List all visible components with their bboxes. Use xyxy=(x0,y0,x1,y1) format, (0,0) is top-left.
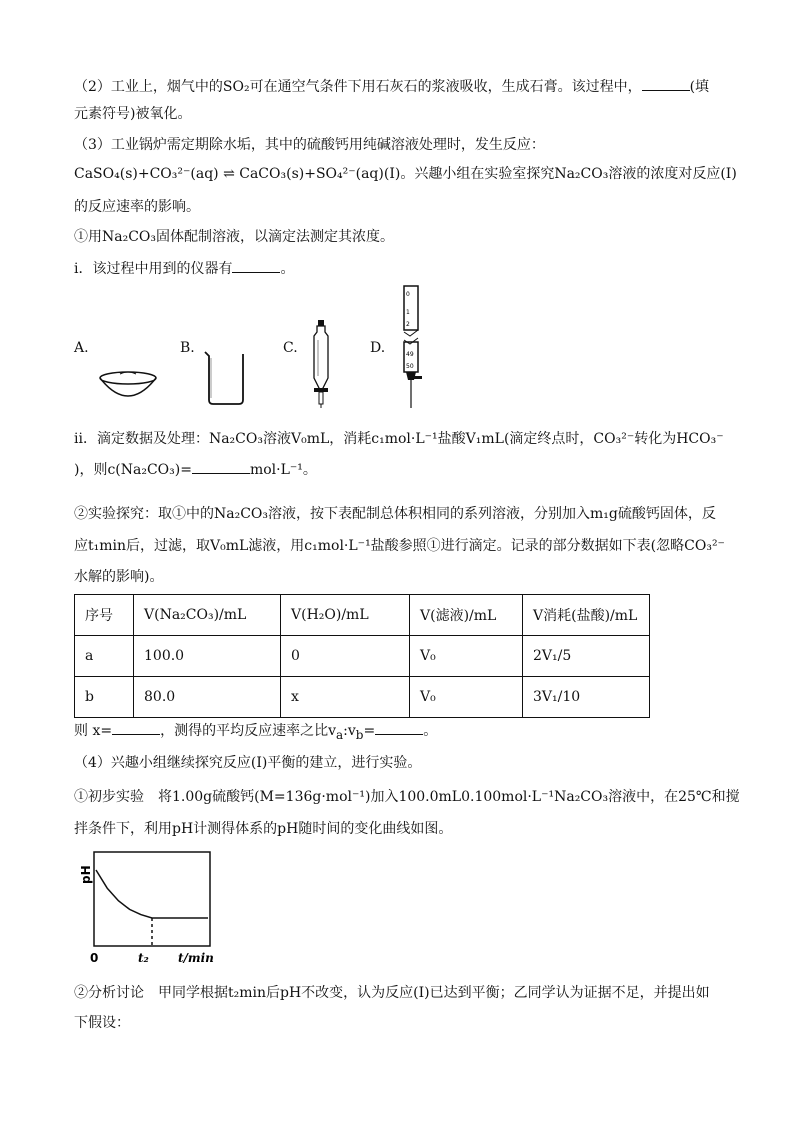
table-cell: V₀ xyxy=(410,677,523,718)
q4-part1-line1: ①初步实验 将1.00g硫酸钙(M=136g·mol⁻¹)加入100.0mL0.100mol·L⁻¹Na₂CO₃溶液中，在25℃和搅 xyxy=(74,789,740,805)
table-row xyxy=(75,636,650,677)
svg-text:2: 2 xyxy=(406,321,410,328)
ph-time-graph xyxy=(74,848,224,966)
part1-ii-line1: ii．滴定数据及处理：Na₂CO₃溶液V₀mL，消耗c₁mol·L⁻¹盐酸V₁mL(滴定终点时，CO₃²⁻转化为HCO₃⁻ xyxy=(74,431,724,447)
part2-answer-line: 则 x= ，测得的平均反应速率之比$v_a:v_b=$ 。 xyxy=(74,720,437,746)
svg-text:49: 49 xyxy=(406,351,414,358)
q4-part1-line2: 拌条件下，利用pH计测得体系的pH随时间的变化曲线如图。 xyxy=(74,821,453,837)
q4-part2-line1: ②分析讨论 甲同学根据t₂min后pH不改变，认为反应(I)已达到平衡；乙同学认为证据不足，并提出如 xyxy=(74,985,710,1001)
table-cell: a xyxy=(75,636,134,677)
table-cell: b xyxy=(75,677,134,718)
separatory-funnel-icon xyxy=(306,318,336,408)
svg-text:50: 50 xyxy=(406,363,414,370)
burette-icon xyxy=(396,284,426,412)
answer-blank-element[interactable] xyxy=(642,76,690,91)
table-row xyxy=(75,677,650,718)
part2-line2: 应t₁min后，过滤，取V₀mL滤液，用c₁mol·L⁻¹盐酸参照①进行滴定。记录的部分数据如下表(忽略CO₃²⁻ xyxy=(74,538,725,554)
part2-line1: ②实验探究：取①中的Na₂CO₃溶液，按下表配制总体积相同的系列溶液，分别加入m₁g硫酸钙固体，反 xyxy=(74,506,716,522)
t2-label: t₂ xyxy=(138,951,149,965)
q2-line2: 元素符号)被氧化。 xyxy=(74,106,192,122)
table-cell: 2V₁/5 xyxy=(523,636,650,677)
beaker-icon xyxy=(203,350,249,406)
origin-label: 0 xyxy=(90,951,99,965)
table-header-cell: V(滤液)/mL xyxy=(410,595,523,636)
part2-line3: 水解的影响)。 xyxy=(74,569,164,585)
table-cell: 100.0 xyxy=(134,636,281,677)
answer-blank-x[interactable] xyxy=(112,720,160,735)
option-b-label: B. xyxy=(180,340,195,356)
part1-intro: ①用Na₂CO₃固体配制溶液，以滴定法测定其浓度。 xyxy=(74,229,395,245)
q3-line: 的反应速率的影响。 xyxy=(74,199,200,215)
answer-blank-instruments[interactable] xyxy=(232,258,280,273)
table-cell: x xyxy=(281,677,410,718)
ph-curve xyxy=(96,870,208,918)
svg-text:1: 1 xyxy=(406,309,410,316)
table-cell: V₀ xyxy=(410,636,523,677)
table-header-cell: V(Na₂CO₃)/mL xyxy=(134,595,281,636)
x-axis-label: t/min xyxy=(178,951,214,965)
q3-intro: （3）工业锅炉需定期除水垢，其中的硫酸钙用纯碱溶液处理时，发生反应： xyxy=(74,137,545,153)
table-header-cell: 序号 xyxy=(75,595,134,636)
option-d-label: D. xyxy=(370,340,386,356)
q4-part2-line2: 下假设： xyxy=(74,1015,130,1031)
answer-blank-concentration[interactable] xyxy=(192,459,250,474)
table-cell: 3V₁/10 xyxy=(523,677,650,718)
table-header-cell: V(H₂O)/mL xyxy=(281,595,410,636)
option-c-label: C. xyxy=(283,340,298,356)
table-header-cell: V消耗(盐酸)/mL xyxy=(523,595,650,636)
part1-ii-line2: )，则c(Na₂CO₃)= mol·L⁻¹。 xyxy=(74,459,317,481)
svg-text:0: 0 xyxy=(406,291,410,298)
option-a-label: A. xyxy=(74,340,89,356)
table-cell: 0 xyxy=(281,636,410,677)
table-header-row xyxy=(75,595,650,636)
reaction-equation: CaSO₄(s)+CO₃²⁻(aq) ⇌ CaCO₃(s)+SO₄²⁻(aq)(I)。兴趣小组在实验室探究Na₂CO₃溶液的浓度对反应(I) xyxy=(74,166,737,182)
table-cell: 80.0 xyxy=(134,677,281,718)
part1-i: i．该过程中用到的仪器有 。 xyxy=(74,258,294,280)
q2-line1: （2）工业上，烟气中的SO₂可在通空气条件下用石灰石的浆液吸收，生成石膏。该过程中， (填 xyxy=(74,76,709,98)
data-table xyxy=(74,594,650,718)
y-axis-label: pH xyxy=(79,865,93,884)
evaporating-dish-icon xyxy=(96,364,160,404)
answer-blank-ratio[interactable] xyxy=(375,720,423,735)
q4-intro: （4）兴趣小组继续探究反应(I)平衡的建立，进行实验。 xyxy=(74,755,422,771)
